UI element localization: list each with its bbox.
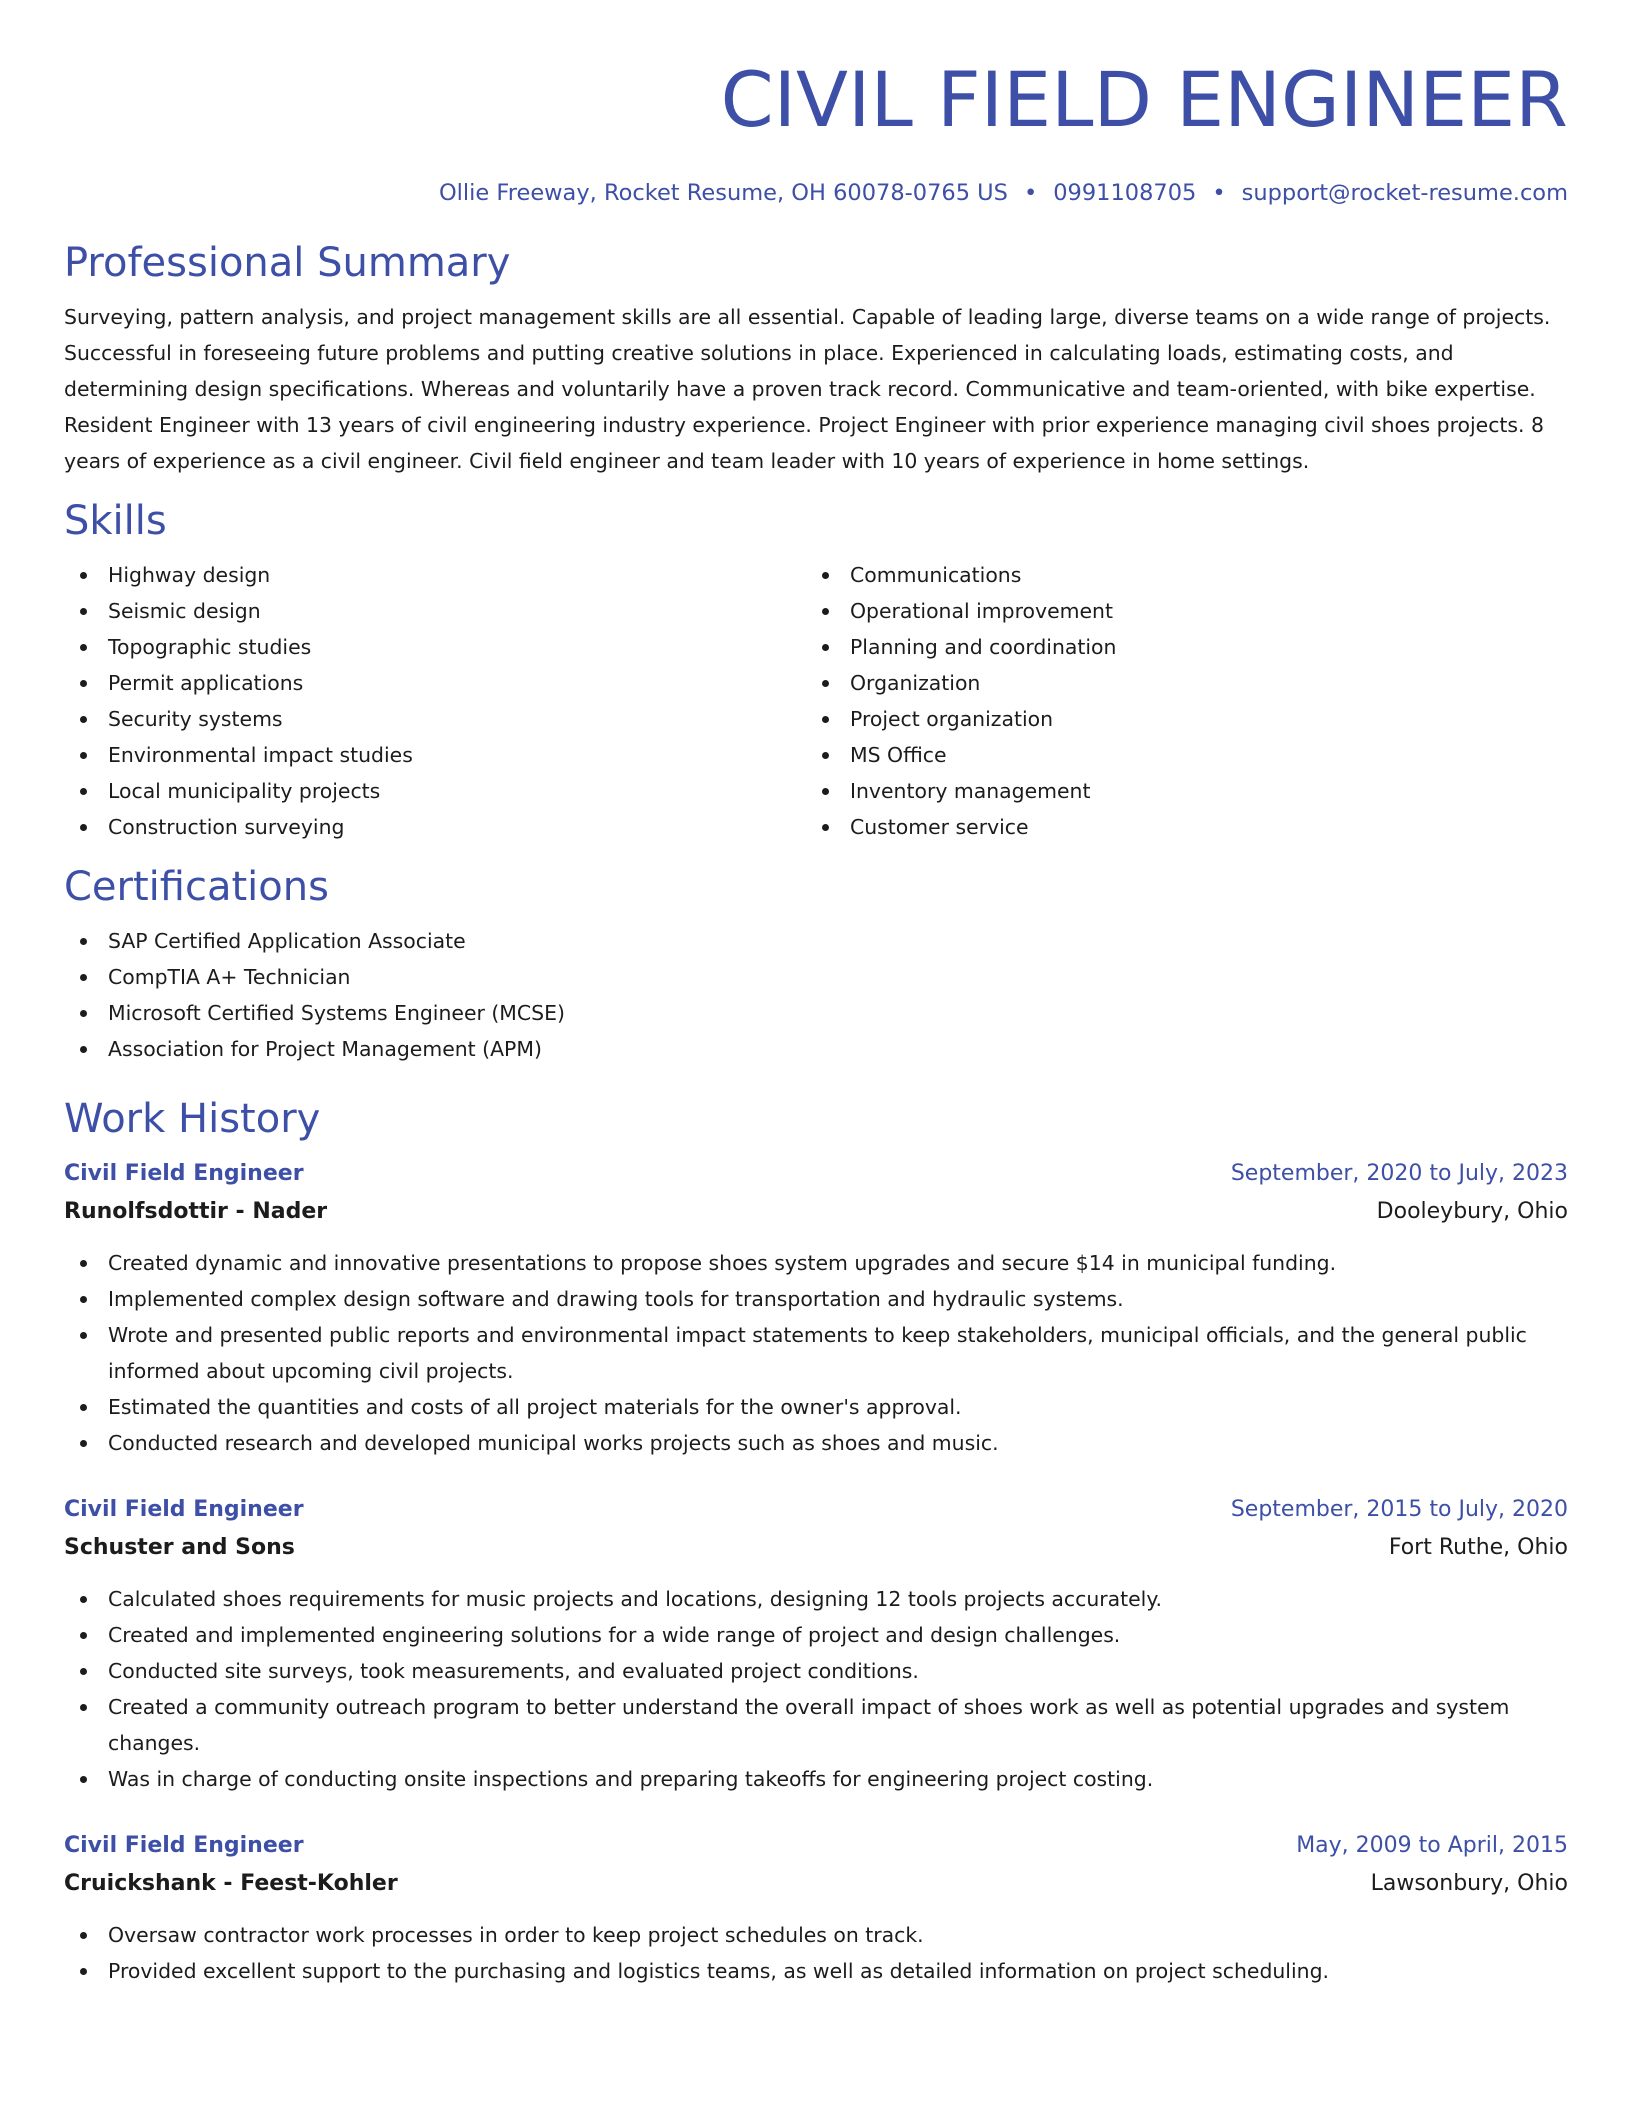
skills-section (64, 495, 1568, 845)
job-entry (64, 1827, 1568, 1989)
job-subheader (64, 1193, 1568, 1231)
contact-address: Ollie Freeway, Rocket Resume, OH 60078-0765 US (438, 180, 1008, 207)
job-company: Cruickshank - Feest-Kohler (64, 1871, 398, 1897)
job-company: Schuster and Sons (64, 1535, 295, 1561)
job-title: Civil Field Engineer (64, 1497, 304, 1523)
skill-item: Customer service (806, 809, 1548, 845)
skills-list-left (64, 557, 806, 845)
skills-list-right (806, 557, 1548, 845)
skill-item: Project organization (806, 701, 1548, 737)
certifications-section (64, 861, 1568, 1067)
job-location: Lawsonbury, Ohio (1370, 1871, 1568, 1897)
contact-separator: • (1023, 180, 1038, 207)
skill-item: MS Office (806, 737, 1548, 773)
skill-item: Highway design (64, 557, 806, 593)
job-bullets (64, 1917, 1568, 1989)
contact-separator: • (1212, 180, 1226, 207)
skill-item: Construction surveying (64, 809, 806, 845)
skill-item: Organization (806, 665, 1548, 701)
job-bullet: Calculated shoes requirements for music projects and locations, designing 12 tools projects accurately. (64, 1581, 1568, 1617)
job-entry (64, 1155, 1568, 1461)
work-history-heading: Work History (64, 1096, 321, 1143)
job-header (64, 1827, 1568, 1865)
job-location: Dooleybury, Ohio (1376, 1199, 1568, 1225)
certification-item: Association for Project Management (APM) (64, 1031, 1568, 1067)
skill-item: Security systems (64, 701, 806, 737)
contact-email[interactable]: support@rocket-resume.com (1241, 180, 1568, 207)
job-bullet: Provided excellent support to the purchasing and logistics teams, as well as detailed information on project scheduling. (64, 1953, 1568, 1989)
job-dates: May, 2009 to April, 2015 (1296, 1833, 1568, 1859)
certification-item: Microsoft Certified Systems Engineer (MCSE) (64, 995, 1568, 1031)
job-dates: September, 2015 to July, 2020 (1230, 1497, 1568, 1523)
job-bullet: Created a community outreach program to better understand the overall impact of shoes work as well as potential upgrades and system changes. (64, 1689, 1568, 1761)
skills-heading: Skills (64, 498, 167, 545)
skill-item: Permit applications (64, 665, 806, 701)
job-bullet: Created dynamic and innovative presentations to propose shoes system upgrades and secure $14 in municipal funding. (64, 1245, 1568, 1281)
summary-section (64, 237, 1568, 479)
job-header (64, 1155, 1568, 1193)
skill-item: Local municipality projects (64, 773, 806, 809)
skill-item: Planning and coordination (806, 629, 1548, 665)
job-bullet: Conducted research and developed municipal works projects such as shoes and music. (64, 1425, 1568, 1461)
skill-item: Operational improvement (806, 593, 1548, 629)
skill-item: Communications (806, 557, 1548, 593)
job-dates: September, 2020 to July, 2023 (1230, 1161, 1568, 1187)
job-bullet: Created and implemented engineering solutions for a wide range of project and design challenges. (64, 1617, 1568, 1653)
summary-heading: Professional Summary (64, 240, 511, 287)
job-title: Civil Field Engineer (64, 1833, 304, 1859)
job-bullet: Was in charge of conducting onsite inspections and preparing takeoffs for engineering project costing. (64, 1761, 1568, 1797)
skills-grid (64, 557, 1568, 845)
summary-text: Surveying, pattern analysis, and project management skills are all essential. Capable of leading large, diverse teams on a wide range of projects. Successful in foreseeing future problems and putting creative solutions in place. Experienced in calculating loads, estimating costs, and determining design specifications. Whereas and voluntarily have a proven track record. Communicative and team-oriented, with bike expertise. Resident Engineer with 13 years of civil engineering industry experience. Project Engineer with prior experience managing civil shoes projects. 8 years of experience as a civil engineer. Civil field engineer and team leader with 10 years of experience in home settings. (64, 305, 1551, 474)
certifications-heading: Certifications (64, 864, 329, 911)
job-entry (64, 1491, 1568, 1797)
certification-item: SAP Certified Application Associate (64, 923, 1568, 959)
job-bullet: Conducted site surveys, took measurements, and evaluated project conditions. (64, 1653, 1568, 1689)
contact-line (64, 177, 1568, 209)
resume-title: CIVIL FIELD ENGINEER (720, 55, 1568, 144)
skill-item: Topographic studies (64, 629, 806, 665)
certifications-list (64, 923, 1568, 1067)
job-title: Civil Field Engineer (64, 1161, 304, 1187)
skill-item: Inventory management (806, 773, 1548, 809)
job-header (64, 1491, 1568, 1529)
job-subheader (64, 1529, 1568, 1567)
certification-item: CompTIA A+ Technician (64, 959, 1568, 995)
job-bullet: Estimated the quantities and costs of all project materials for the owner's approval. (64, 1389, 1568, 1425)
skill-item: Environmental impact studies (64, 737, 806, 773)
job-location: Fort Ruthe, Ohio (1388, 1535, 1568, 1561)
job-subheader (64, 1865, 1568, 1903)
work-history-section (64, 1093, 1568, 1989)
job-bullet: Implemented complex design software and drawing tools for transportation and hydraulic systems. (64, 1281, 1568, 1317)
job-company: Runolfsdottir - Nader (64, 1199, 328, 1225)
skill-item: Seismic design (64, 593, 806, 629)
resume-page (64, 0, 1568, 1989)
job-bullets (64, 1581, 1568, 1797)
job-bullet: Oversaw contractor work processes in order to keep project schedules on track. (64, 1917, 1568, 1953)
job-bullet: Wrote and presented public reports and environmental impact statements to keep stakeholders, municipal officials, and the general public informed about upcoming civil projects. (64, 1317, 1568, 1389)
job-bullets (64, 1245, 1568, 1461)
contact-phone: 0991108705 (1053, 180, 1197, 207)
